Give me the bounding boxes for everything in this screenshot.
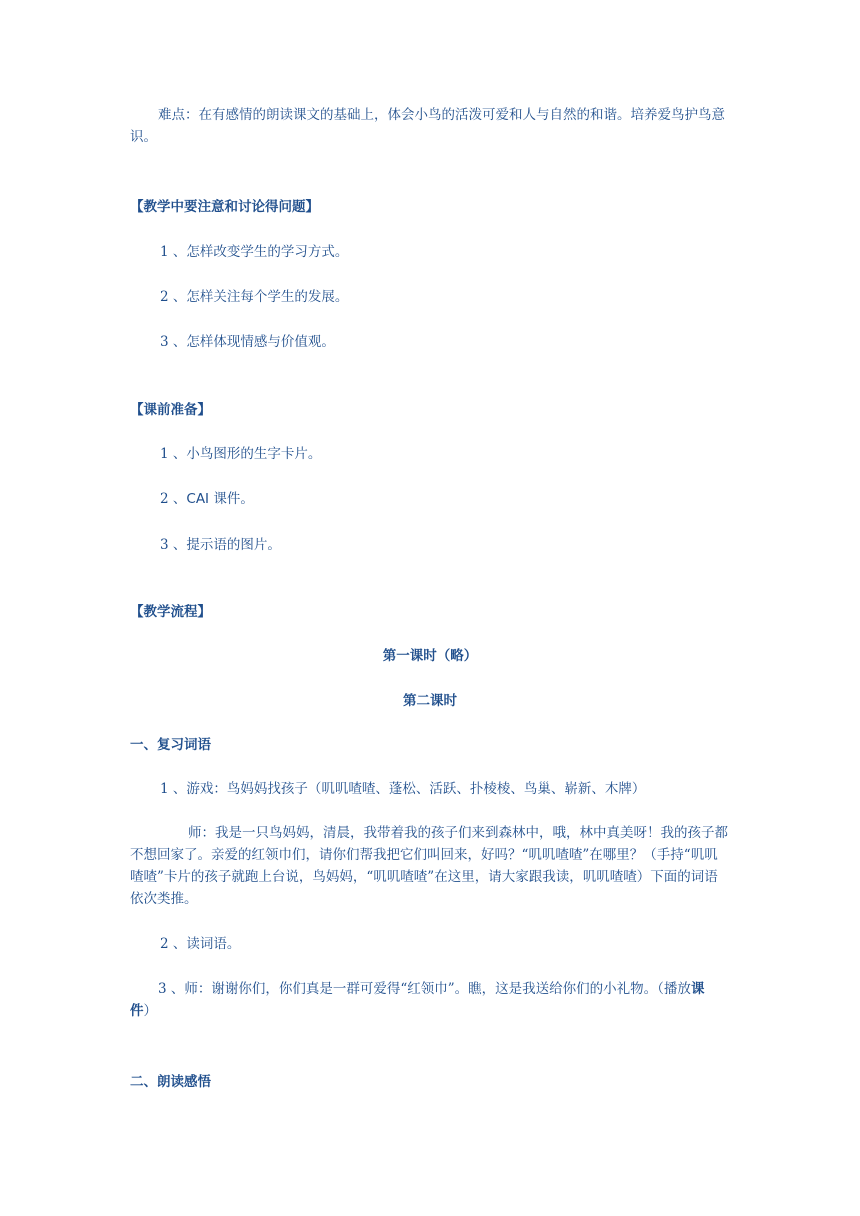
part-1-item-3-end: ） bbox=[143, 1003, 157, 1019]
issues-item-2: 2 、怎样关注每个学生的发展。 bbox=[160, 289, 349, 305]
difficulty-paragraph: 难点：在有感情的朗读课文的基础上，体会小鸟的活泼可爱和人与自然的和谐。培养爱鸟护鸟意识。 bbox=[130, 107, 725, 145]
issues-item-1: 1 、怎样改变学生的学习方式。 bbox=[160, 244, 349, 260]
prep-item-3: 3 、提示语的图片。 bbox=[160, 537, 281, 553]
prep-item-2-suffix: 。 bbox=[240, 491, 254, 507]
prep-item-2-cai: CAI 课件 bbox=[186, 491, 241, 507]
prep-item-1: 1 、小鸟图形的生字卡片。 bbox=[160, 446, 322, 462]
prep-item-2-prefix: 2 、 bbox=[160, 491, 187, 507]
prep-item-2 bbox=[160, 488, 730, 510]
lesson-1-title: 第一课时（略） bbox=[382, 648, 478, 664]
part-1-item-3-courseware: 课件 bbox=[130, 981, 705, 1019]
part-1-item-2: 2 、读词语。 bbox=[160, 936, 241, 952]
issues-heading: 【教学中要注意和讨论得问题】 bbox=[130, 199, 319, 215]
issues-item-3: 3 、怎样体现情感与价值观。 bbox=[160, 334, 335, 350]
teacher-paragraph: 师：我是一只鸟妈妈，清晨，我带着我的孩子们来到森林中，哦，林中真美呀！我的孩子都不想回家了。亲爱的红领巾们，请你们帮我把它们叫回来，好吗？“叽叽喳喳”在哪里？（手持“叽叽喳喳”卡片的孩子就跑上台说，鸟妈妈，“叽叽喳喳”在这里，请大家跟我读，叽叽喳喳）下面的词语依次类推。 bbox=[130, 825, 728, 907]
part-1-heading: 一、复习词语 bbox=[130, 737, 211, 753]
part-1-item-3-text: 3 、师：谢谢你们，你们真是一群可爱得“红领巾”。瞧，这是我送给你们的小礼物。（播放 bbox=[158, 981, 691, 997]
flow-heading: 【教学流程】 bbox=[130, 604, 211, 620]
lesson-2-title: 第二课时 bbox=[403, 693, 457, 709]
part-1-item-1: 1 、游戏：鸟妈妈找孩子（叽叽喳喳、蓬松、活跃、扑棱棱、鸟巢、崭新、木牌） bbox=[160, 781, 646, 797]
prep-heading: 【课前准备】 bbox=[130, 402, 211, 418]
part-1-item-3 bbox=[130, 978, 730, 1022]
part-2-heading: 二、朗读感悟 bbox=[130, 1074, 211, 1090]
